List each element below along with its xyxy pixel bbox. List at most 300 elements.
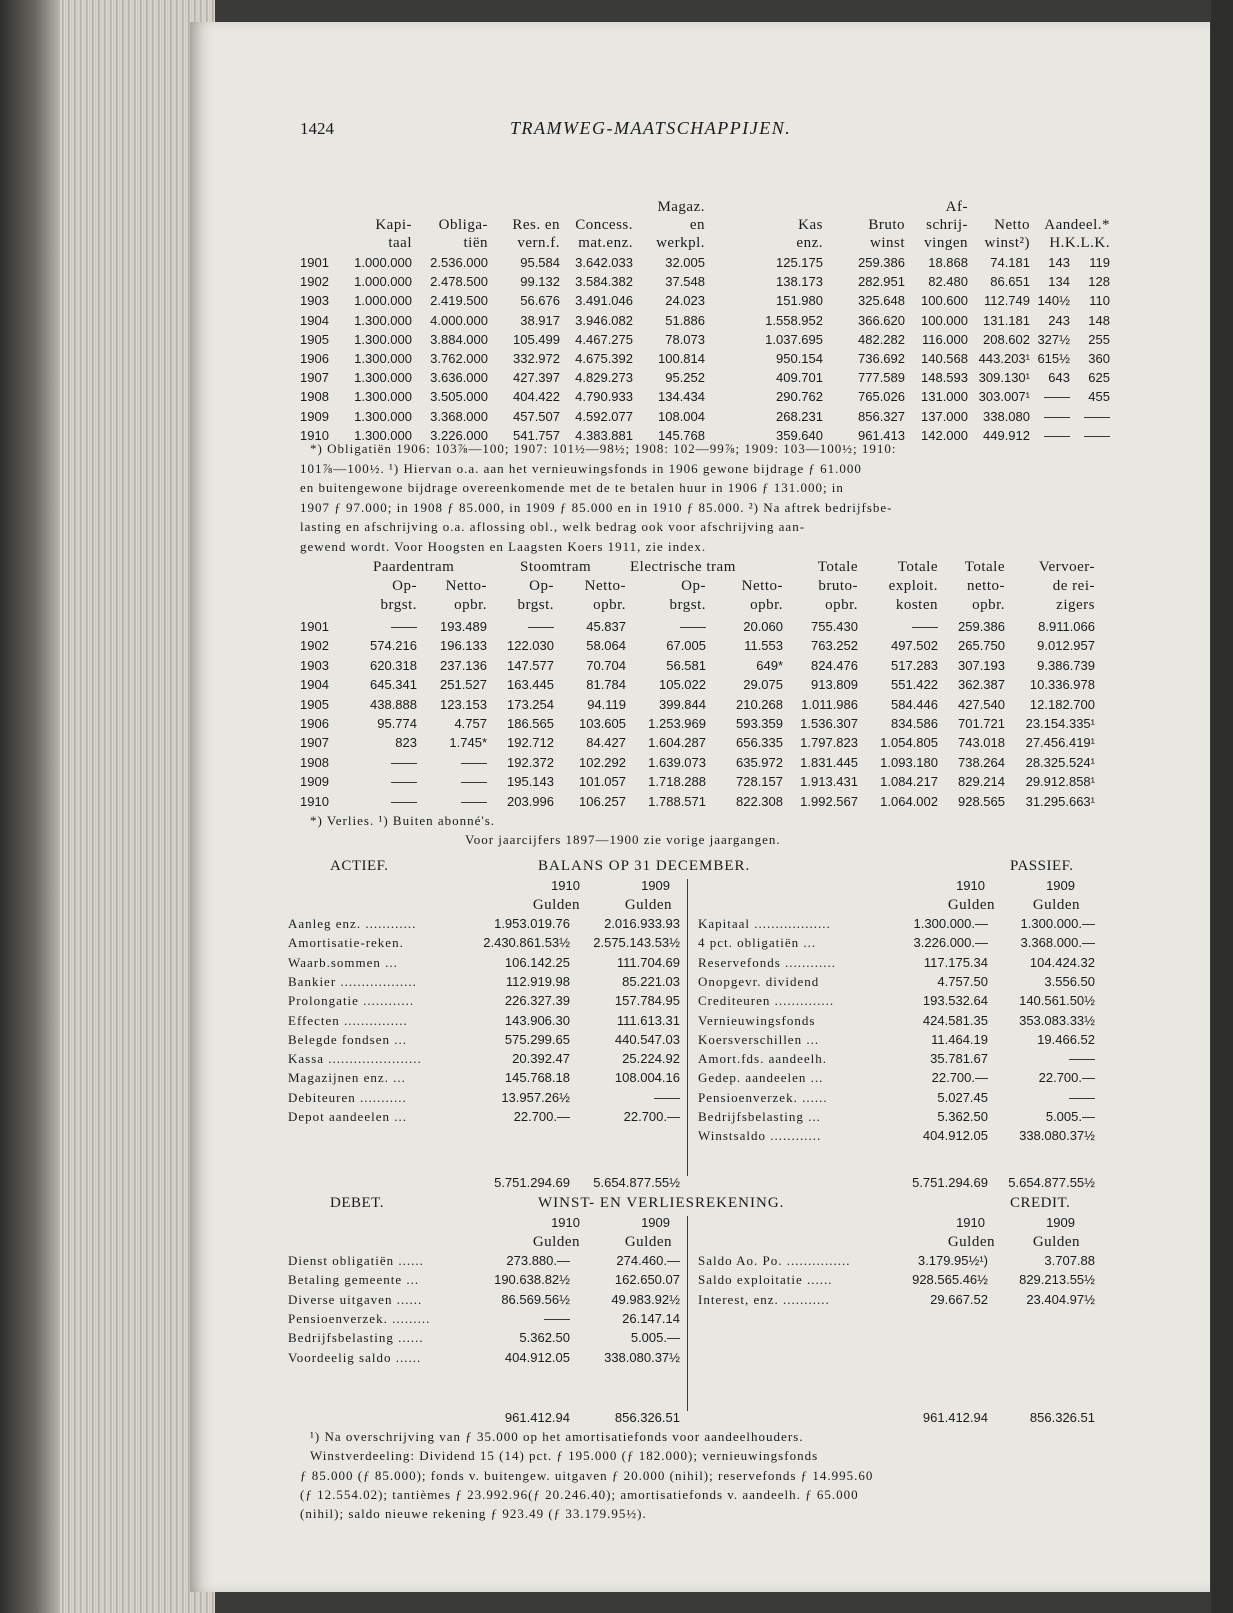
table-cell: 455 bbox=[1088, 389, 1110, 405]
column-header: bruto- bbox=[818, 578, 858, 594]
row-year: 1907 bbox=[300, 370, 329, 386]
table-cell: 173.254 bbox=[507, 696, 554, 712]
table-cell: 24.023 bbox=[665, 293, 705, 309]
amount-current: 29.667.52 bbox=[930, 1291, 988, 1307]
amount-current: 13.957.26½ bbox=[501, 1089, 570, 1105]
table-cell: 192.372 bbox=[507, 754, 554, 770]
table-cell: 237.136 bbox=[440, 657, 487, 673]
table-cell: 251.527 bbox=[440, 677, 487, 693]
amount-current: 2.430.861.53½ bbox=[483, 935, 570, 951]
table-cell: 359.640 bbox=[776, 427, 823, 443]
amount-previous: 22.700.— bbox=[623, 1109, 680, 1124]
table-cell: 163.445 bbox=[507, 677, 554, 693]
table-cell: 1.084.217 bbox=[880, 774, 938, 790]
table-cell: 192.712 bbox=[507, 735, 554, 751]
account-label: Interest, enz. ........... bbox=[698, 1291, 830, 1307]
row-year: 1907 bbox=[300, 735, 329, 751]
table-cell: 1.300.000 bbox=[354, 351, 412, 366]
table-cell: 1.064.002 bbox=[880, 793, 938, 809]
column-header: de rei- bbox=[1052, 578, 1095, 594]
table-cell: 84.427 bbox=[586, 735, 626, 751]
section-left-title: DEBET. bbox=[330, 1195, 384, 1211]
table-cell: 3.636.000 bbox=[430, 370, 488, 386]
account-label: Magazijnen enz. ... bbox=[288, 1070, 406, 1086]
amount-current: 5.362.50 bbox=[519, 1330, 570, 1346]
year-header: 1910 bbox=[956, 878, 985, 893]
total-amount: 856.326.51 bbox=[1029, 1410, 1095, 1425]
table-cell: 4.467.275 bbox=[575, 331, 633, 347]
table-cell: —— bbox=[528, 619, 554, 634]
table-cell: 3.762.000 bbox=[430, 351, 488, 366]
table-cell: 2.419.500 bbox=[430, 293, 488, 309]
footnote-line: *) Verlies. ¹) Buiten abonné's. bbox=[310, 813, 496, 828]
table-cell: 8.911.066 bbox=[1038, 619, 1095, 634]
amount-current: 35.781.67 bbox=[930, 1051, 988, 1067]
footnote-line: lasting en afschrijving o.a. aflossing obl., welk bedrag ook voor afschrijving aan- bbox=[300, 519, 806, 534]
table-cell: 265.750 bbox=[958, 638, 1005, 654]
table-cell: 112.749 bbox=[983, 293, 1030, 309]
table-cell: 615½ bbox=[1037, 351, 1070, 366]
table-cell: 128 bbox=[1088, 274, 1110, 290]
table-cell: 1.536.307 bbox=[800, 716, 858, 731]
table-cell: 643 bbox=[1048, 370, 1070, 386]
table-cell: 366.620 bbox=[858, 312, 905, 328]
table-cell: 134 bbox=[1048, 274, 1070, 290]
table-cell: 243 bbox=[1048, 312, 1070, 328]
table-cell: 148.593 bbox=[921, 370, 968, 386]
row-year: 1908 bbox=[300, 389, 329, 405]
table-cell: 1.300.000 bbox=[354, 370, 412, 386]
footnote-line: en buitengewone bijdrage overeenkomende met de te betalen huur in 1906 ƒ 131.000; in bbox=[300, 480, 844, 495]
table-cell: 1.558.952 bbox=[765, 312, 823, 328]
unit-header: Gulden bbox=[532, 897, 580, 913]
amount-previous: 338.080.37½ bbox=[604, 1349, 680, 1365]
account-label: Prolongatie ............ bbox=[288, 993, 415, 1009]
column-header: netto- bbox=[967, 578, 1005, 594]
account-label: Aanleg enz. ............ bbox=[288, 916, 417, 931]
column-header: werkpl. bbox=[656, 235, 705, 251]
table-cell: 1.000.000 bbox=[354, 274, 412, 290]
column-header: brgst. bbox=[669, 597, 706, 613]
account-label: Amortisatie-reken. bbox=[288, 935, 404, 951]
table-cell: 123.153 bbox=[440, 696, 487, 712]
table-cell: 3.505.000 bbox=[430, 389, 488, 405]
table-cell: 443.203¹ bbox=[978, 351, 1030, 366]
amount-current: 22.700.— bbox=[513, 1109, 570, 1124]
table-cell: 1.000.000 bbox=[354, 293, 412, 309]
table-cell: —— bbox=[391, 619, 417, 634]
table-cell: 645.341 bbox=[370, 677, 417, 693]
table-cell: 517.283 bbox=[891, 657, 938, 673]
table-cell: 196.133 bbox=[440, 638, 487, 654]
account-label: Vernieuwingsfonds bbox=[698, 1012, 816, 1028]
amount-current: —— bbox=[544, 1310, 570, 1326]
table-cell: 32.005 bbox=[665, 255, 705, 270]
table-cell: 259.386 bbox=[858, 255, 905, 270]
account-label: Winstsaldo ............ bbox=[698, 1128, 822, 1144]
table-cell: 12.182.700 bbox=[1029, 696, 1095, 712]
year-header: 1909 bbox=[641, 1215, 670, 1230]
amount-previous: 108.004.16 bbox=[614, 1070, 680, 1086]
column-header: winst²) bbox=[984, 235, 1030, 251]
account-label: Pensioenverzek. ...... bbox=[698, 1089, 828, 1105]
table-cell: 765.026 bbox=[858, 389, 905, 405]
scan-background bbox=[1211, 0, 1233, 1613]
table-cell: —— bbox=[461, 793, 487, 809]
table-cell: 332.972 bbox=[513, 351, 560, 366]
table-cell: 125.175 bbox=[776, 255, 823, 270]
table-cell: 56.581 bbox=[666, 657, 706, 673]
row-year: 1910 bbox=[300, 427, 329, 443]
column-header: Obliga- bbox=[438, 217, 488, 233]
table-cell: 482.282 bbox=[858, 331, 905, 347]
amount-current: 404.912.05 bbox=[922, 1128, 988, 1144]
table-cell: 1.093.180 bbox=[880, 754, 938, 770]
table-cell: 142.000 bbox=[921, 427, 968, 443]
table-cell: 3.368.000 bbox=[430, 408, 488, 424]
table-cell: 105.022 bbox=[659, 677, 706, 693]
unit-header: Gulden bbox=[624, 1234, 672, 1250]
note-line: ƒ 85.000 (ƒ 85.000); fonds v. buitengew. uitgaven ƒ 20.000 (nihil); reservefonds ƒ 14.995.60 bbox=[300, 1467, 874, 1483]
amount-previous: 23.404.97½ bbox=[1026, 1291, 1095, 1307]
table-cell: 290.762 bbox=[776, 389, 823, 405]
table-cell: 95.774 bbox=[377, 716, 417, 731]
amount-previous: 3.707.88 bbox=[1044, 1253, 1095, 1268]
amount-current: 1.953.019.76 bbox=[494, 916, 570, 931]
column-header: Netto- bbox=[445, 578, 487, 594]
table-cell: 2.536.000 bbox=[430, 255, 488, 270]
amount-previous: 85.221.03 bbox=[622, 973, 680, 989]
account-label: Gedep. aandeelen ... bbox=[698, 1070, 824, 1086]
table-cell: 593.359 bbox=[736, 716, 783, 731]
total-amount: 856.326.51 bbox=[614, 1410, 680, 1425]
table-cell: 140½ bbox=[1037, 293, 1070, 309]
footnote-line: Voor jaarcijfers 1897—1900 zie vorige jaargangen. bbox=[465, 832, 781, 847]
table-cell: 147.577 bbox=[507, 657, 554, 673]
amount-current: 106.142.25 bbox=[504, 954, 570, 970]
table-cell: 45.837 bbox=[586, 619, 626, 634]
table-cell: 427.397 bbox=[513, 370, 560, 386]
table-cell: —— bbox=[1084, 427, 1110, 443]
column-header: winst bbox=[869, 235, 905, 251]
account-label: Saldo exploitatie ...... bbox=[698, 1272, 833, 1288]
table-cell: 28.325.524¹ bbox=[1025, 754, 1095, 770]
column-header: opbr. bbox=[972, 597, 1005, 613]
amount-current: 404.912.05 bbox=[504, 1349, 570, 1365]
table-cell: 1.300.000 bbox=[354, 427, 412, 443]
table-cell: 145.768 bbox=[658, 427, 705, 443]
table-cell: 95.584 bbox=[520, 255, 560, 270]
table-cell: —— bbox=[391, 754, 417, 770]
table-cell: 1.300.000 bbox=[354, 312, 412, 328]
group-header: Paardentram bbox=[373, 559, 455, 575]
amount-previous: 22.700.— bbox=[1038, 1070, 1095, 1086]
table-cell: 755.430 bbox=[811, 619, 858, 634]
column-header: taal bbox=[388, 235, 412, 251]
table-cell: 4.383.881 bbox=[575, 427, 633, 443]
table-cell: 81.784 bbox=[586, 677, 626, 693]
column-header: Totale bbox=[897, 559, 938, 575]
table-cell: 303.007¹ bbox=[978, 389, 1030, 405]
row-year: 1905 bbox=[300, 331, 329, 347]
table-cell: 148 bbox=[1088, 312, 1110, 328]
year-header: 1910 bbox=[551, 1215, 580, 1230]
row-year: 1903 bbox=[300, 293, 329, 309]
column-header: schrij- bbox=[926, 217, 968, 233]
table-cell: 409.701 bbox=[776, 370, 823, 386]
account-label: Crediteuren .............. bbox=[698, 993, 835, 1009]
amount-current: 86.569.56½ bbox=[501, 1291, 570, 1307]
table-cell: 110 bbox=[1089, 293, 1110, 309]
amount-previous: 440.547.03 bbox=[614, 1031, 680, 1047]
amount-previous: 111.613.31 bbox=[616, 1012, 680, 1028]
unit-header: Gulden bbox=[624, 897, 672, 913]
amount-current: 1.300.000.— bbox=[913, 916, 988, 931]
table-cell: 763.252 bbox=[811, 638, 858, 654]
column-header: mat.enz. bbox=[578, 235, 633, 251]
table-cell: 2.478.500 bbox=[430, 274, 488, 290]
amount-previous: 111.704.69 bbox=[616, 954, 680, 970]
table-cell: 58.064 bbox=[586, 638, 626, 654]
table-cell: 1.745* bbox=[449, 735, 487, 751]
table-cell: 18.868 bbox=[928, 255, 968, 270]
table-cell: 143 bbox=[1048, 255, 1070, 270]
table-cell: 325.648 bbox=[858, 293, 905, 309]
row-year: 1909 bbox=[300, 408, 329, 424]
amount-current: 928.565.46½ bbox=[912, 1272, 988, 1288]
table-cell: 822.308 bbox=[736, 793, 783, 809]
amount-current: 424.581.35 bbox=[922, 1012, 988, 1028]
table-cell: 738.264 bbox=[958, 754, 1005, 770]
table-cell: 309.130¹ bbox=[978, 370, 1030, 386]
table-cell: 100.600 bbox=[921, 293, 968, 309]
table-cell: 268.231 bbox=[776, 408, 823, 424]
table-cell: 3.884.000 bbox=[430, 331, 488, 347]
amount-previous: 829.213.55½ bbox=[1019, 1272, 1095, 1288]
account-label: Belegde fondsen ... bbox=[288, 1031, 408, 1047]
amount-current: 143.906.30 bbox=[504, 1012, 570, 1028]
footnote-line: 1907 ƒ 97.000; in 1908 ƒ 85.000, in 1909 ƒ 85.000 en in 1910 ƒ 85.000. ²) Na aftrek bedrijfsbe- bbox=[300, 499, 893, 515]
amount-previous: —— bbox=[1069, 1051, 1095, 1067]
table-cell: 438.888 bbox=[370, 696, 417, 712]
table-cell: 1.300.000 bbox=[354, 389, 412, 405]
table-cell: 338.080 bbox=[983, 408, 1030, 424]
account-label: Kassa ...................... bbox=[288, 1051, 422, 1067]
row-year: 1910 bbox=[300, 793, 329, 809]
total-amount: 5.654.877.55½ bbox=[593, 1175, 680, 1190]
account-label: Onopgevr. dividend bbox=[698, 973, 820, 989]
account-label: Bedrijfsbelasting ... bbox=[698, 1109, 821, 1124]
table-cell: 137.000 bbox=[921, 408, 968, 424]
table-cell: 134.434 bbox=[658, 389, 705, 405]
footnote-line: gewend wordt. Voor Hoogsten en Laagsten Koers 1911, zie index. bbox=[300, 538, 707, 554]
page-number: 1424 bbox=[300, 119, 334, 138]
unit-header: Gulden bbox=[1032, 1234, 1080, 1250]
table-cell: 1.253.969 bbox=[648, 716, 706, 731]
table-cell: 449.912 bbox=[983, 427, 1030, 443]
account-label: Saldo Ao. Po. ............... bbox=[698, 1253, 851, 1268]
section-right-title: CREDIT. bbox=[1010, 1195, 1071, 1211]
table-cell: 195.143 bbox=[507, 774, 554, 790]
table-cell: 27.456.419¹ bbox=[1025, 735, 1095, 751]
unit-header: Gulden bbox=[947, 1234, 995, 1250]
table-cell: 208.602 bbox=[983, 331, 1030, 347]
column-header: opbr. bbox=[750, 597, 783, 613]
table-cell: 362.387 bbox=[958, 677, 1005, 693]
account-label: Debiteuren ........... bbox=[288, 1089, 407, 1105]
amount-previous: 5.005.— bbox=[1045, 1109, 1095, 1124]
column-header: kosten bbox=[895, 597, 938, 613]
row-year: 1908 bbox=[300, 754, 329, 770]
row-year: 1906 bbox=[300, 716, 329, 731]
section-title: WINST- EN VERLIESREKENING. bbox=[538, 1195, 785, 1211]
table-cell: 743.018 bbox=[958, 735, 1005, 751]
table-cell: 541.757 bbox=[513, 427, 560, 443]
table-cell: —— bbox=[1084, 408, 1110, 424]
total-amount: 5.654.877.55½ bbox=[1008, 1175, 1095, 1190]
total-amount: 961.412.94 bbox=[922, 1410, 988, 1425]
table-cell: 777.589 bbox=[858, 370, 905, 386]
table-cell: 4.000.000 bbox=[430, 312, 488, 328]
row-year: 1904 bbox=[300, 677, 329, 693]
table-cell: 116.000 bbox=[921, 331, 968, 347]
table-cell: 140.568 bbox=[921, 351, 968, 366]
table-cell: 728.157 bbox=[736, 774, 783, 790]
note-line: Winstverdeeling: Dividend 15 (14) pct. ƒ 195.000 (ƒ 182.000); vernieuwingsfonds bbox=[310, 1448, 819, 1464]
amount-previous: 2.016.933.93 bbox=[604, 916, 680, 931]
table-cell: 1.718.288 bbox=[648, 774, 706, 790]
table-cell: 497.502 bbox=[891, 638, 938, 654]
column-header: Op- bbox=[392, 578, 417, 594]
table-cell: 635.972 bbox=[736, 754, 783, 770]
table-cell: 950.154 bbox=[776, 351, 823, 366]
account-label: Amort.fds. aandeelh. bbox=[698, 1051, 828, 1067]
year-header: 1909 bbox=[641, 878, 670, 893]
amount-previous: 2.575.143.53½ bbox=[593, 935, 680, 951]
row-year: 1904 bbox=[300, 312, 329, 328]
table-cell: 3.642.033 bbox=[575, 255, 633, 270]
column-header: brgst. bbox=[380, 597, 417, 613]
table-cell: 259.386 bbox=[958, 619, 1005, 634]
amount-current: 5.362.50 bbox=[937, 1109, 988, 1124]
account-label: Koersverschillen ... bbox=[698, 1031, 820, 1047]
year-header: 1909 bbox=[1046, 1215, 1075, 1230]
table-cell: 193.489 bbox=[440, 619, 487, 634]
column-header: Vervoer- bbox=[1038, 559, 1095, 575]
table-cell: —— bbox=[391, 774, 417, 790]
amount-current: 3.179.95½¹) bbox=[917, 1253, 988, 1268]
table-cell: 829.214 bbox=[958, 774, 1005, 790]
table-cell: 856.327 bbox=[858, 408, 905, 424]
amount-previous: 19.466.52 bbox=[1037, 1031, 1095, 1047]
table-cell: 51.886 bbox=[665, 312, 705, 328]
table-cell: 457.507 bbox=[513, 408, 560, 424]
table-cell: 37.548 bbox=[665, 274, 705, 290]
column-header: Bruto bbox=[868, 217, 905, 233]
amount-previous: 49.983.92½ bbox=[611, 1291, 680, 1307]
section-left-title: ACTIEF. bbox=[330, 858, 389, 874]
column-header: opbr. bbox=[454, 597, 487, 613]
table-cell: 1.913.431 bbox=[800, 774, 858, 790]
table-cell: 834.586 bbox=[891, 716, 938, 731]
column-header: Concess. bbox=[575, 217, 633, 233]
row-year: 1902 bbox=[300, 638, 329, 654]
table-cell: 1.788.571 bbox=[648, 793, 706, 809]
table-cell: 78.073 bbox=[665, 331, 705, 347]
row-year: 1902 bbox=[300, 274, 329, 290]
table-cell: 656.335 bbox=[736, 735, 783, 751]
table-cell: 574.216 bbox=[370, 638, 417, 654]
table-cell: 122.030 bbox=[507, 638, 554, 654]
column-header: opbr. bbox=[593, 597, 626, 613]
table-cell: 67.005 bbox=[666, 638, 706, 654]
row-year: 1909 bbox=[300, 774, 329, 790]
column-header: Netto- bbox=[741, 578, 783, 594]
column-header: tiën bbox=[463, 235, 488, 251]
account-label: Depot aandeelen ... bbox=[288, 1109, 407, 1124]
row-year: 1901 bbox=[300, 255, 329, 270]
amount-current: 4.757.50 bbox=[937, 973, 988, 989]
table-cell: 1.054.805 bbox=[880, 735, 938, 751]
table-cell: 151.980 bbox=[776, 293, 823, 309]
table-cell: 823 bbox=[395, 735, 417, 751]
section-right-title: PASSIEF. bbox=[1010, 858, 1074, 874]
table-cell: 649* bbox=[756, 657, 783, 673]
table-cell: 105.499 bbox=[513, 331, 560, 347]
table-cell: 186.565 bbox=[507, 716, 554, 731]
row-year: 1901 bbox=[300, 619, 329, 634]
column-header: Totale bbox=[817, 559, 858, 575]
column-header: Op- bbox=[681, 578, 706, 594]
table-cell: 255 bbox=[1088, 331, 1110, 347]
amount-current: 273.880.— bbox=[506, 1253, 570, 1268]
table-cell: 282.951 bbox=[858, 274, 905, 290]
table-cell: 1.992.567 bbox=[800, 793, 858, 809]
amount-previous: 25.224.92 bbox=[622, 1051, 680, 1067]
column-header: Kas bbox=[798, 217, 823, 233]
table-cell: 1.831.445 bbox=[800, 754, 858, 770]
amount-previous: 1.300.000.— bbox=[1020, 916, 1095, 931]
table-cell: 119 bbox=[1089, 255, 1110, 270]
table-cell: 360 bbox=[1088, 351, 1110, 366]
amount-previous: 26.147.14 bbox=[622, 1310, 680, 1326]
account-label: Bedrijfsbelasting ...... bbox=[288, 1330, 424, 1346]
table-cell: 210.268 bbox=[736, 696, 783, 712]
amount-previous: 162.650.07 bbox=[614, 1272, 680, 1288]
amount-current: 145.768.18 bbox=[504, 1070, 570, 1086]
amount-current: 112.919.98 bbox=[505, 973, 570, 989]
amount-previous: 274.460.— bbox=[616, 1253, 680, 1268]
total-amount: 961.412.94 bbox=[504, 1410, 570, 1425]
amount-current: 190.638.82½ bbox=[494, 1272, 570, 1288]
table-cell: 4.592.077 bbox=[575, 408, 633, 424]
amount-current: 575.299.65 bbox=[504, 1031, 570, 1047]
column-header: Netto bbox=[994, 217, 1030, 233]
column-header: Magaz. bbox=[657, 199, 705, 215]
amount-previous: 3.556.50 bbox=[1044, 973, 1095, 989]
table-cell: —— bbox=[1044, 408, 1070, 424]
amount-previous: 5.005.— bbox=[630, 1330, 680, 1346]
amount-current: 5.027.45 bbox=[937, 1089, 988, 1105]
total-amount: 5.751.294.69 bbox=[912, 1175, 988, 1190]
table-cell: 1.604.287 bbox=[648, 735, 706, 751]
table-cell: 4.790.933 bbox=[575, 389, 633, 405]
table-cell: 307.193 bbox=[958, 657, 1005, 673]
table-cell: 961.413 bbox=[858, 427, 905, 443]
table-cell: —— bbox=[461, 774, 487, 790]
column-header: opbr. bbox=[825, 597, 858, 613]
column-header: vingen bbox=[924, 235, 968, 251]
